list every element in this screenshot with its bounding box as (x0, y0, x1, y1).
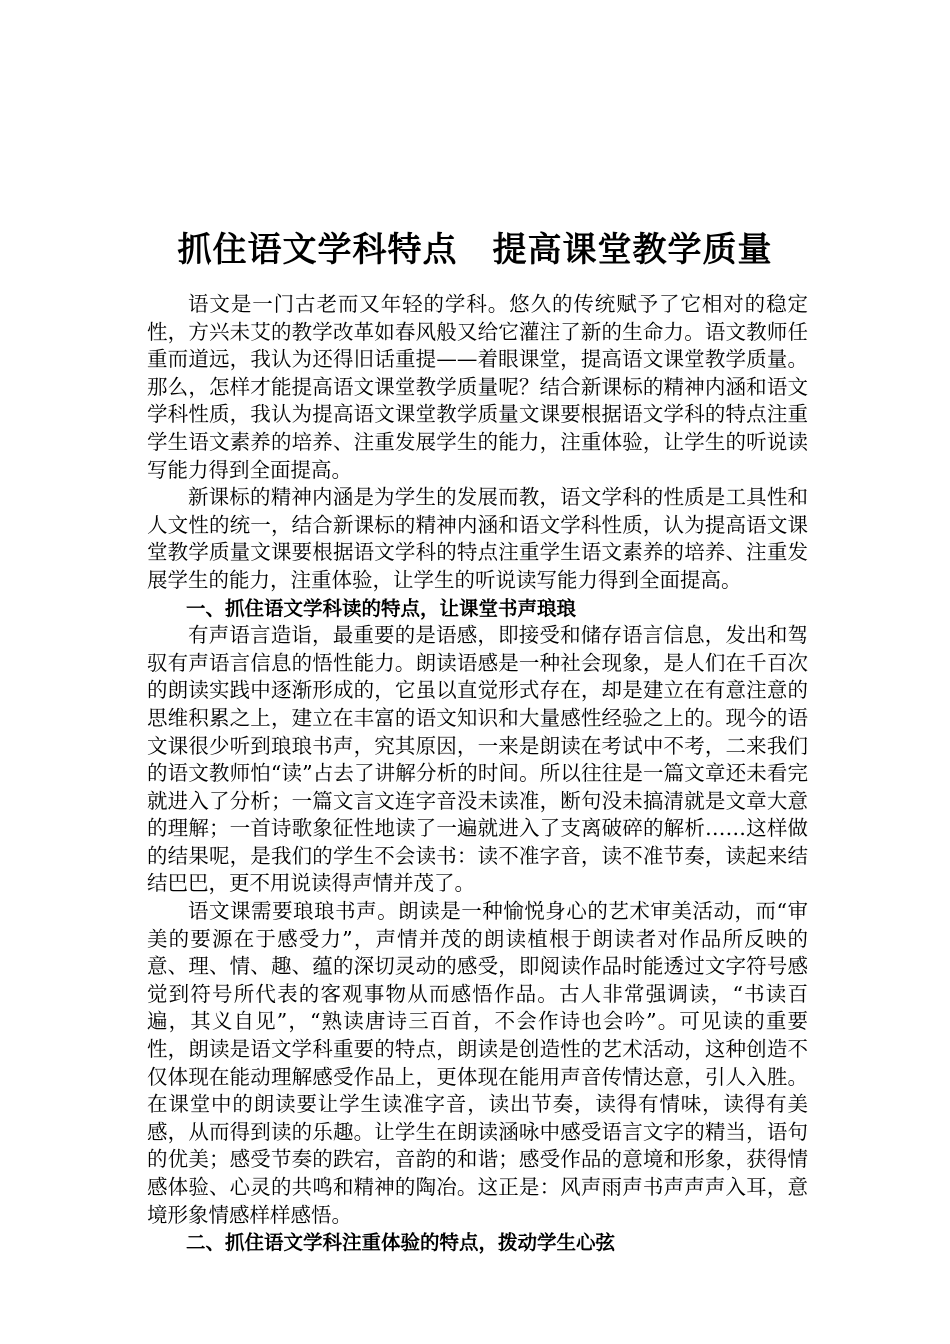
paragraph-language-sense: 有声语言造诣，最重要的是语感，即接受和储存语言信息，发出和驾驭有声语言信息的悟性能力。朗读语感是一种社会现象，是人们在千百次的朗读实践中逐渐形成的，它虽以直觉形式存在，却是建立在有意注意的思维积累之上，建立在丰富的语文知识和大量感性经验之上的。现今的语文课很少听到琅琅书声，究其原因，一来是朗读在考试中不考，二来我们的语文教师怕“读”占去了讲解分析的时间。所以往往是一篇文章还未看完就进入了分析；一篇文言文连字音没未读准，断句没未搞清就是文章大意的理解；一首诗歌象征性地读了一遍就进入了支离破碎的解析……这样做的结果呢，是我们的学生不会读书：读不准字音，读不准节奏，读起来结结巴巴，更不用说读得声情并茂了。 (147, 623, 808, 896)
section-heading-2: 二、抓住语文学科注重体验的特点，拨动学生心弦 (186, 1231, 616, 1255)
paragraph-curriculum: 新课标的精神内涵是为学生的发展而教，语文学科的性质是工具性和人文性的统一，结合新课标的精神内涵和语文学科性质，认为提高语文课堂教学质量文课要根据语文学科的特点注重学生语文素养的培养、注重发展学生的能力，注重体验，让学生的听说读写能力得到全面提高。 (147, 485, 808, 592)
section-heading-1: 一、抓住语文学科读的特点，让课堂书声琅琅 (186, 596, 577, 620)
document-title: 抓住语文学科特点 提高课堂教学质量 (177, 230, 773, 270)
paragraph-intro: 语文是一门古老而又年轻的学科。悠久的传统赋予了它相对的稳定性，方兴未艾的教学改革如春风般又给它灌注了新的生命力。语文教师任重而道远，我认为还得旧话重提——着眼课堂，提高语文课堂教学质量。那么，怎样才能提高语文课堂教学质量呢？结合新课标的精神内涵和语文学科性质，我认为提高语文课堂教学质量文课要根据语文学科的特点注重学生语文素养的培养、注重发展学生的能力，注重体验，让学生的听说读写能力得到全面提高。 (147, 292, 808, 482)
document-body (147, 291, 808, 1257)
paragraph-reading-aloud: 语文课需要琅琅书声。朗读是一种愉悦身心的艺术审美活动，而“审美的要源在于感受力”，声情并茂的朗读植根于朗读者对作品所反映的意、理、情、趣、蕴的深切灵动的感受，即阅读作品时能透过文字符号感觉到符号所代表的客观事物从而感悟作品。古人非常强调读，“书读百遍，其义自见”，“熟读唐诗三百首，不会作诗也会吟”。可见读的重要性，朗读是语文学科重要的特点，朗读是创造性的艺术活动，这种创造不仅体现在能动理解感受作品上，更体现在能用声音传情达意，引人入胜。在课堂中的朗读要让学生读准字音，读出节奏，读得有情味，读得有美感，从而得到读的乐趣。让学生在朗读涵咏中感受语言文字的精当，语句的优美；感受节奏的跌宕，音韵的和谐；感受作品的意境和形象，获得情感体验、心灵的共鸣和精神的陶冶。这正是：风声雨声书声声声入耳，意境形象情感样样感悟。 (147, 899, 808, 1227)
